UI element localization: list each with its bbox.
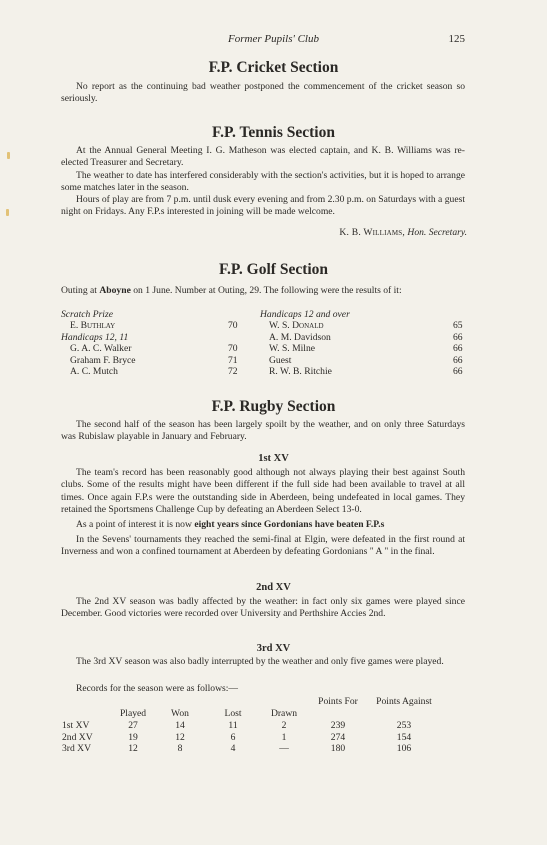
golf-right-name: R. W. B. Ritchie xyxy=(269,365,332,377)
golf-left-score: 71 xyxy=(228,354,238,366)
golf-right-score: 65 xyxy=(453,320,463,332)
tennis-paragraph-1: At the Annual General Meeting I. G. Matheson was elected captain, and K. B. Williams was re-elected Treasurer and Secretary. xyxy=(61,145,465,169)
records-column-header: Lost xyxy=(224,708,242,719)
records-team: 2nd XV xyxy=(62,731,93,743)
records-cell: 1 xyxy=(281,731,287,743)
cricket-text xyxy=(61,81,465,106)
golf-result-row xyxy=(61,343,467,354)
running-title: Former Pupils' Club xyxy=(228,33,319,45)
records-cell: 19 xyxy=(128,731,138,743)
records-cell: 12 xyxy=(175,731,185,743)
golf-left-score: 72 xyxy=(228,365,238,377)
records-team: 1st XV xyxy=(62,720,90,731)
golf-left-name: G. A. C. Walker xyxy=(70,343,132,355)
records-cell: — xyxy=(279,743,289,754)
running-header xyxy=(0,33,547,49)
records-row xyxy=(62,732,472,744)
golf-results xyxy=(61,309,467,377)
golf-heading: F.P. Golf Section xyxy=(218,261,329,278)
first-xv-p2-pre: As a point of interest it is now xyxy=(76,519,195,530)
records-cell: 12 xyxy=(128,743,138,754)
records-cell: 6 xyxy=(230,731,236,743)
first-xv-paragraph-3: In the Sevens' tournaments they reached the semi-final at Elgin, were defeated in the first round at Inverness and won a confined tournament at Aberdeen by defeating Gordonians " A " in the final. xyxy=(61,534,465,558)
records-cell: 239 xyxy=(330,720,346,731)
first-xv-heading: 1st XV xyxy=(258,453,289,464)
records-column-header: Points For xyxy=(318,696,358,707)
records-cell: 11 xyxy=(228,720,238,731)
rugby-heading: F.P. Rugby Section xyxy=(211,398,336,415)
golf-result-row xyxy=(61,332,467,343)
rugby-intro xyxy=(61,419,465,444)
golf-right-name: Handicaps 12 and over xyxy=(260,309,350,320)
records-cell: 274 xyxy=(330,731,346,743)
golf-intro-paragraph xyxy=(61,285,465,297)
first-xv-p2-bold: eight years since Gordonians have beaten F.P.s xyxy=(194,519,385,530)
golf-result-row xyxy=(61,355,467,366)
signature-name: K. B. Williams, xyxy=(339,227,405,238)
records-intro xyxy=(61,683,465,695)
golf-result-row xyxy=(61,320,467,331)
records-column-header: Drawn xyxy=(270,708,298,719)
golf-result-row xyxy=(61,309,467,320)
records-cell: 180 xyxy=(330,743,346,754)
margin-mark xyxy=(7,152,10,159)
first-xv-paragraph-1: The team's record has been reasonably good although not always playing their best against South clubs. Some of the results might have been different if the full side had been available to travel at all times. Once again F.P.s were the outstanding side in Aberdeen, being undefeated in local games. They retained the Sportsmens Challenge Cup by defeating an Aberdeen Select 13-0. xyxy=(61,467,465,515)
tennis-text xyxy=(61,145,465,219)
records-cell: 4 xyxy=(230,743,236,754)
golf-intro-place: Aboyne xyxy=(99,285,131,296)
tennis-signature xyxy=(339,227,467,238)
second-xv-heading: 2nd XV xyxy=(256,582,291,593)
margin-mark xyxy=(6,209,9,216)
golf-right-score: 66 xyxy=(453,331,463,343)
rugby-intro-paragraph: The second half of the season has been largely spoilt by the weather, and on only three Saturdays was Rubislaw playable in January and February. xyxy=(61,419,465,443)
golf-left-name: Handicaps 12, 11 xyxy=(61,331,129,343)
page-number: 125 xyxy=(448,33,465,45)
records-column-header: Won xyxy=(171,708,189,719)
records-cell: 106 xyxy=(396,743,412,754)
signature-role: Hon. Secretary. xyxy=(407,227,467,238)
records-cell: 8 xyxy=(177,743,183,754)
records-cell: 14 xyxy=(175,720,185,731)
golf-right-name: A. M. Davidson xyxy=(269,331,331,343)
records-column-header: Played xyxy=(119,708,147,719)
records-column-header: Points Against xyxy=(376,696,432,707)
records-header xyxy=(62,696,472,720)
golf-left-name: A. C. Mutch xyxy=(70,365,118,377)
records-intro-text: Records for the season were as follows:— xyxy=(76,683,238,694)
golf-left-score: 70 xyxy=(228,343,238,355)
golf-right-score: 66 xyxy=(453,343,463,355)
golf-result-row xyxy=(61,366,467,377)
golf-right-name: W. S. Milne xyxy=(269,343,316,355)
tennis-heading: F.P. Tennis Section xyxy=(212,124,335,141)
golf-intro-post: on 1 June. Number at Outing, 29. The following were the results of it: xyxy=(130,285,402,296)
golf-left-score: 70 xyxy=(228,320,238,332)
tennis-paragraph-3: Hours of play are from 7 p.m. until dusk every evening and from 2.30 p.m. on Saturdays with a guest night on Fridays. Any F.P.s interested in joining will be made welcome. xyxy=(61,194,465,218)
second-xv-text xyxy=(61,596,465,621)
records-row xyxy=(62,720,472,732)
third-xv-text xyxy=(61,656,465,668)
first-xv-text xyxy=(61,467,465,516)
first-xv-paragraph-2 xyxy=(61,519,465,531)
first-xv-text-3 xyxy=(61,534,465,559)
golf-left-name: E. Buthlay xyxy=(70,320,116,332)
golf-right-score: 66 xyxy=(453,365,463,377)
golf-right-name: W. S. Donald xyxy=(269,320,324,332)
tennis-paragraph-2: The weather to date has interfered considerably with the section's activities, but it is hoped to arrange some matches later in the season. xyxy=(61,169,465,193)
records-cell: 253 xyxy=(396,720,412,731)
records-cell: 2 xyxy=(281,720,287,731)
golf-left-name: Scratch Prize xyxy=(61,309,113,320)
records-row xyxy=(62,743,472,755)
golf-right-name: Guest xyxy=(269,354,292,366)
cricket-paragraph: No report as the continuing bad weather postponed the commencement of the cricket season so seriously. xyxy=(61,81,465,105)
records-cell: 27 xyxy=(128,720,138,731)
third-xv-paragraph: The 3rd XV season was also badly interrupted by the weather and only five games were played. xyxy=(76,656,444,667)
cricket-heading: F.P. Cricket Section xyxy=(208,59,339,76)
second-xv-paragraph: The 2nd XV season was badly affected by the weather: in fact only six games were played since December. Good victories were recorded over University and Perthshire Accies 2nd. xyxy=(61,596,465,620)
records-table xyxy=(62,696,472,755)
golf-intro-pre: Outing at xyxy=(61,285,100,296)
golf-intro xyxy=(61,285,465,297)
first-xv-text-2 xyxy=(61,519,465,531)
records-team: 3rd XV xyxy=(62,743,92,754)
golf-left-name: Graham F. Bryce xyxy=(70,354,136,366)
records-cell: 154 xyxy=(396,731,412,743)
golf-right-score: 66 xyxy=(453,354,463,366)
third-xv-heading: 3rd XV xyxy=(256,643,291,654)
